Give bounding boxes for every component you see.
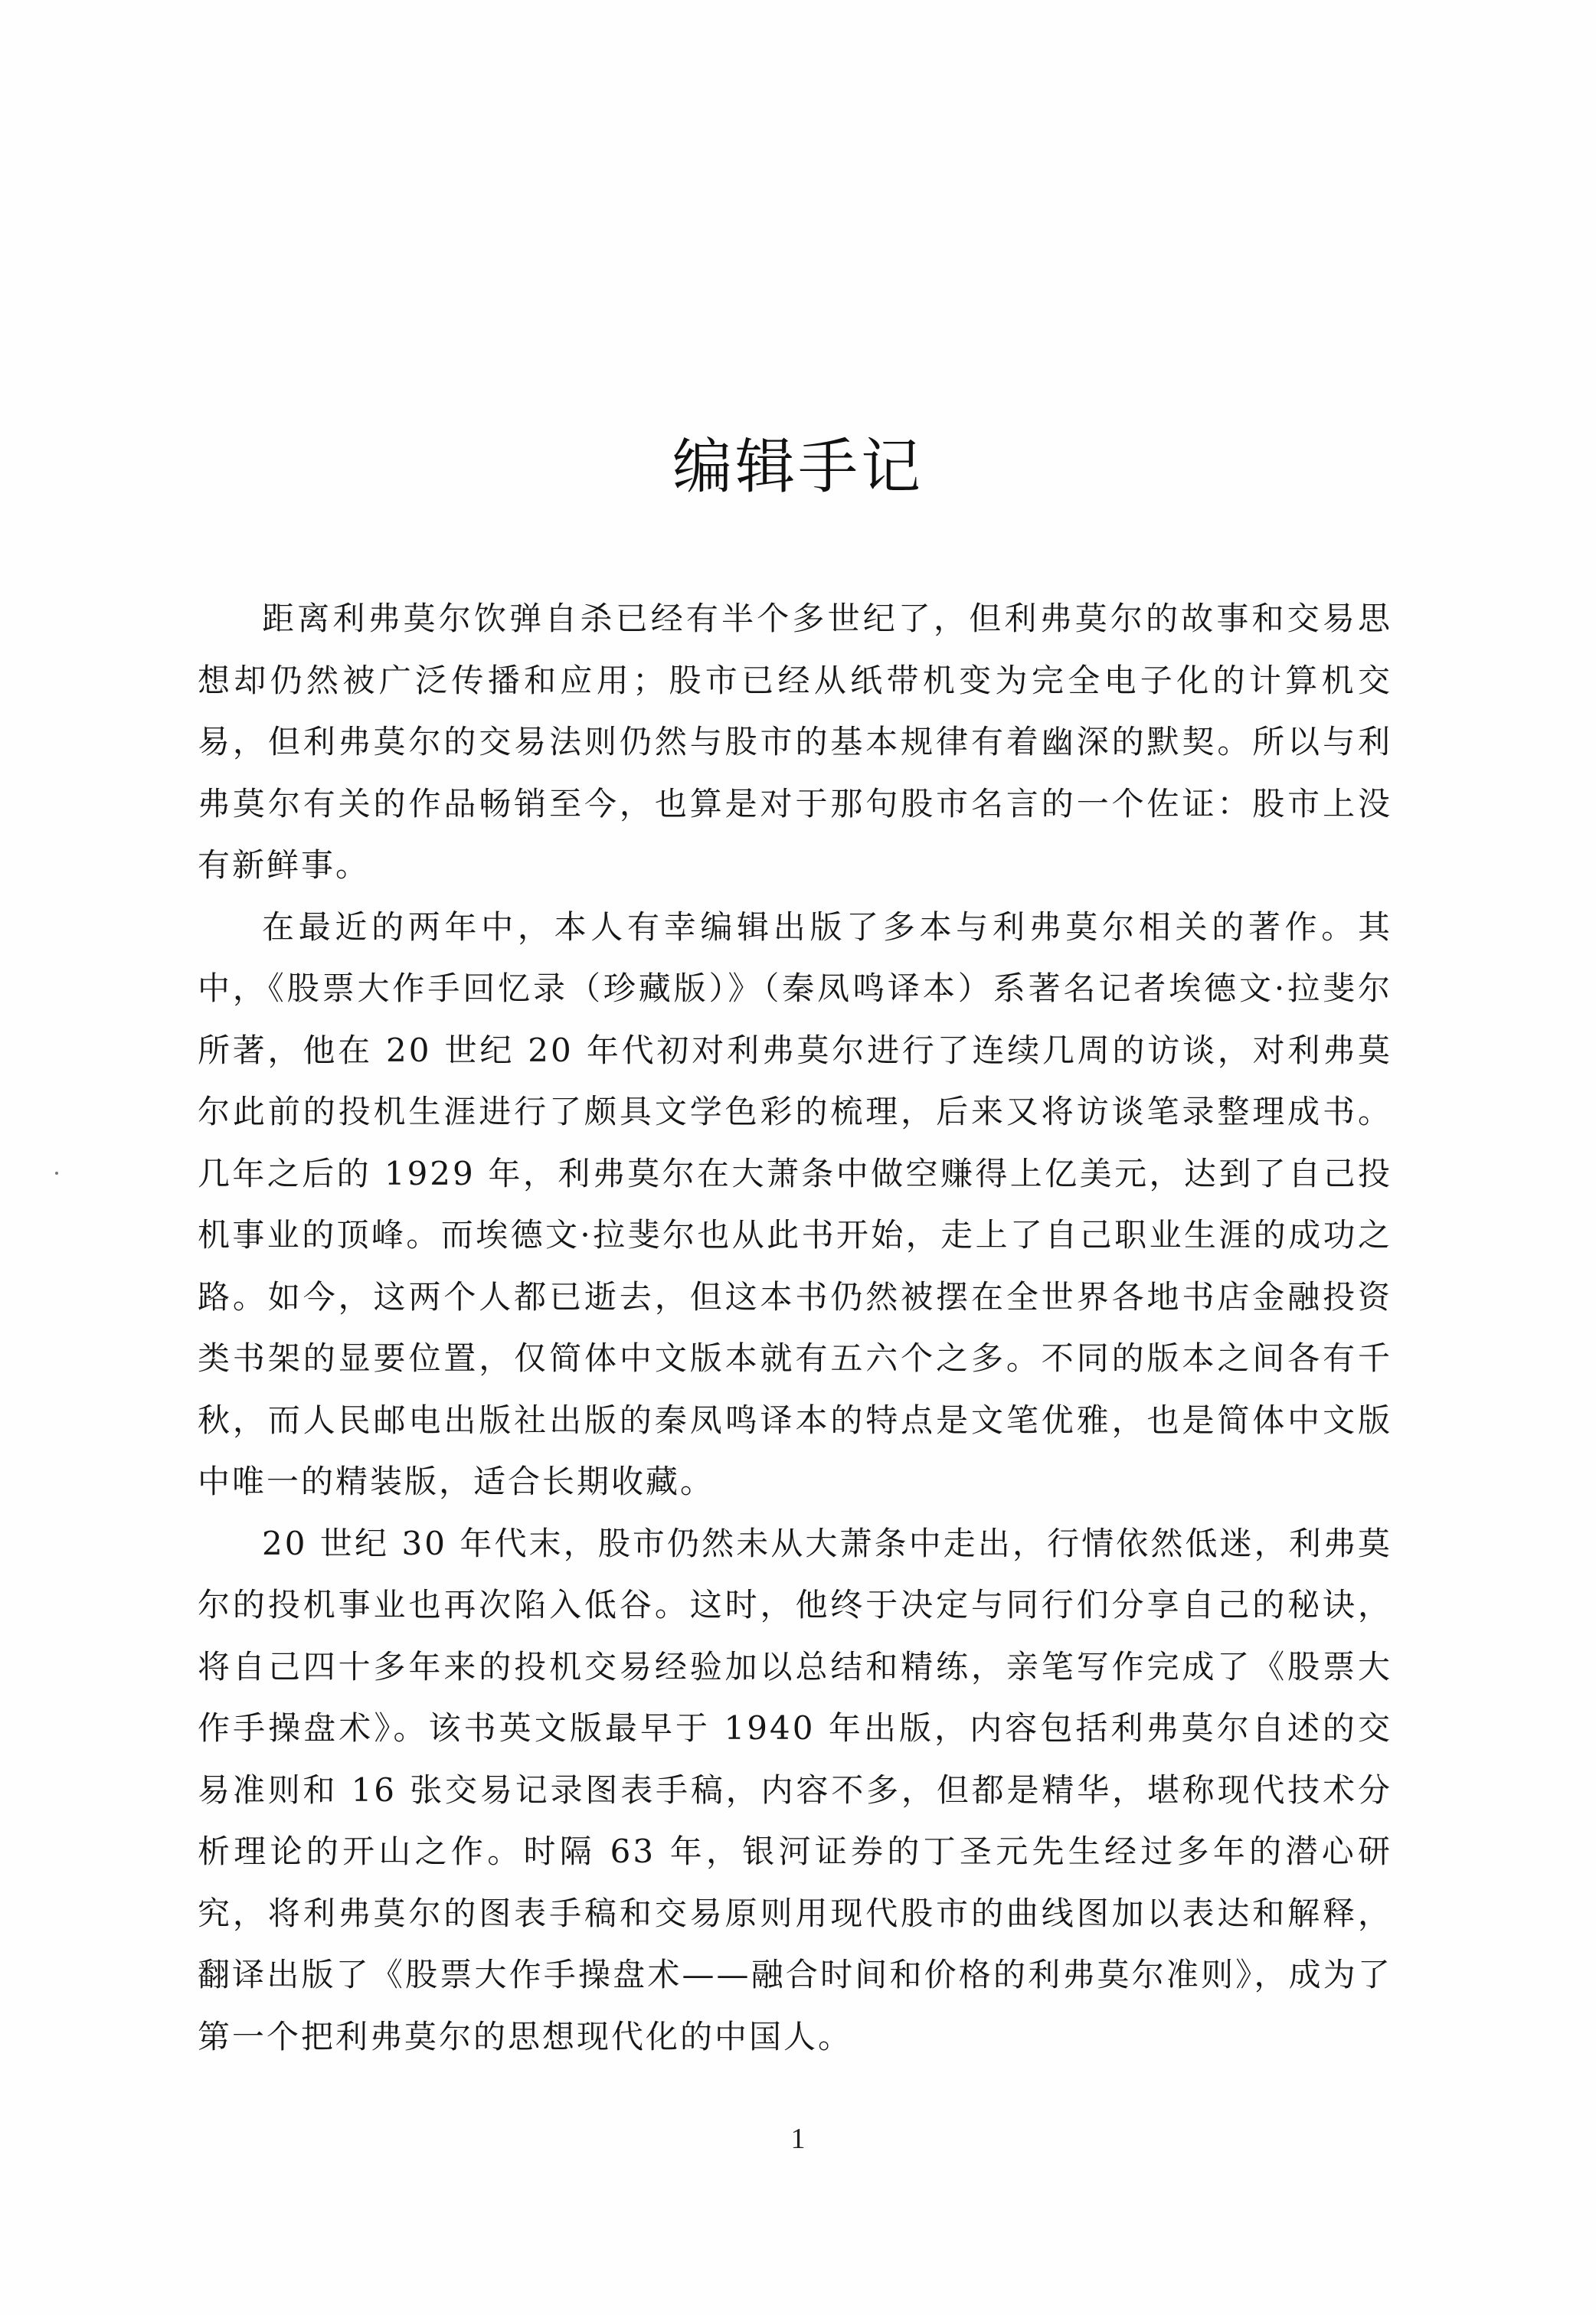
page-title: 编辑手记 xyxy=(672,433,924,502)
paragraph-2: 在最近的两年中，本人有幸编辑出版了多本与利弗莫尔相关的著作。其中，《股票大作手回忆录（珍藏版）》（秦凤鸣译本）系著名记者埃德文·拉斐尔所著，他在 20 世纪 20 年代初对利弗莫尔进行了连续几周的访谈，对利弗莫尔此前的投机生涯进行了颇具文学色彩的梳理，后来又将访谈笔录整理成书。几年之后的 1929 年，利弗莫尔在大萧条中做空赚得上亿美元，达到了自己投机事业的顶峰。而埃德文·拉斐尔也从此书开始，走上了自己职业生涯的成功之路。如今，这两个人都已逝去，但这本书仍然被摆在全世界各地书店金融投资类书架的显要位置，仅简体中文版本就有五六个之多。不同的版本之间各有千秋，而人民邮电出版社出版的秦凤鸣译本的特点是文笔优雅，也是简体中文版中唯一的精装版，适合长期收藏。 xyxy=(198,907,1392,1500)
scan-speck xyxy=(55,1172,58,1175)
paragraph-3: 20 世纪 30 年代末，股市仍然未从大萧条中走出，行情依然低迷，利弗莫尔的投机事业也再次陷入低谷。这时，他终于决定与同行们分享自己的秘诀，将自己四十多年来的投机交易经验加以总结和精练，亲笔写作完成了《股票大作手操盘术》。该书英文版最早于 1940 年出版，内容包括利弗莫尔自述的交易准则和 16 张交易记录图表手稿，内容不多，但都是精华，堪称现代技术分析理论的开山之作。时隔 63 年，银河证券的丁圣元先生经过多年的潜心研究，将利弗莫尔的图表手稿和交易原则用现代股市的曲线图加以表达和解释，翻译出版了《股票大作手操盘术——融合时间和价格的利弗莫尔准则》，成为了第一个把利弗莫尔的思想现代化的中国人。 xyxy=(198,1524,1392,2055)
paragraph-1: 距离利弗莫尔饮弹自杀已经有半个多世纪了，但利弗莫尔的故事和交易思想却仍然被广泛传播和应用；股市已经从纸带机变为完全电子化的计算机交易，但利弗莫尔的交易法则仍然与股市的基本规律有着幽深的默契。所以与利弗莫尔有关的作品畅销至今，也算是对于那句股市名言的一个佐证：股市上没有新鲜事。 xyxy=(198,600,1392,884)
page-number: 1 xyxy=(790,2123,806,2155)
body-text xyxy=(198,588,1392,2068)
